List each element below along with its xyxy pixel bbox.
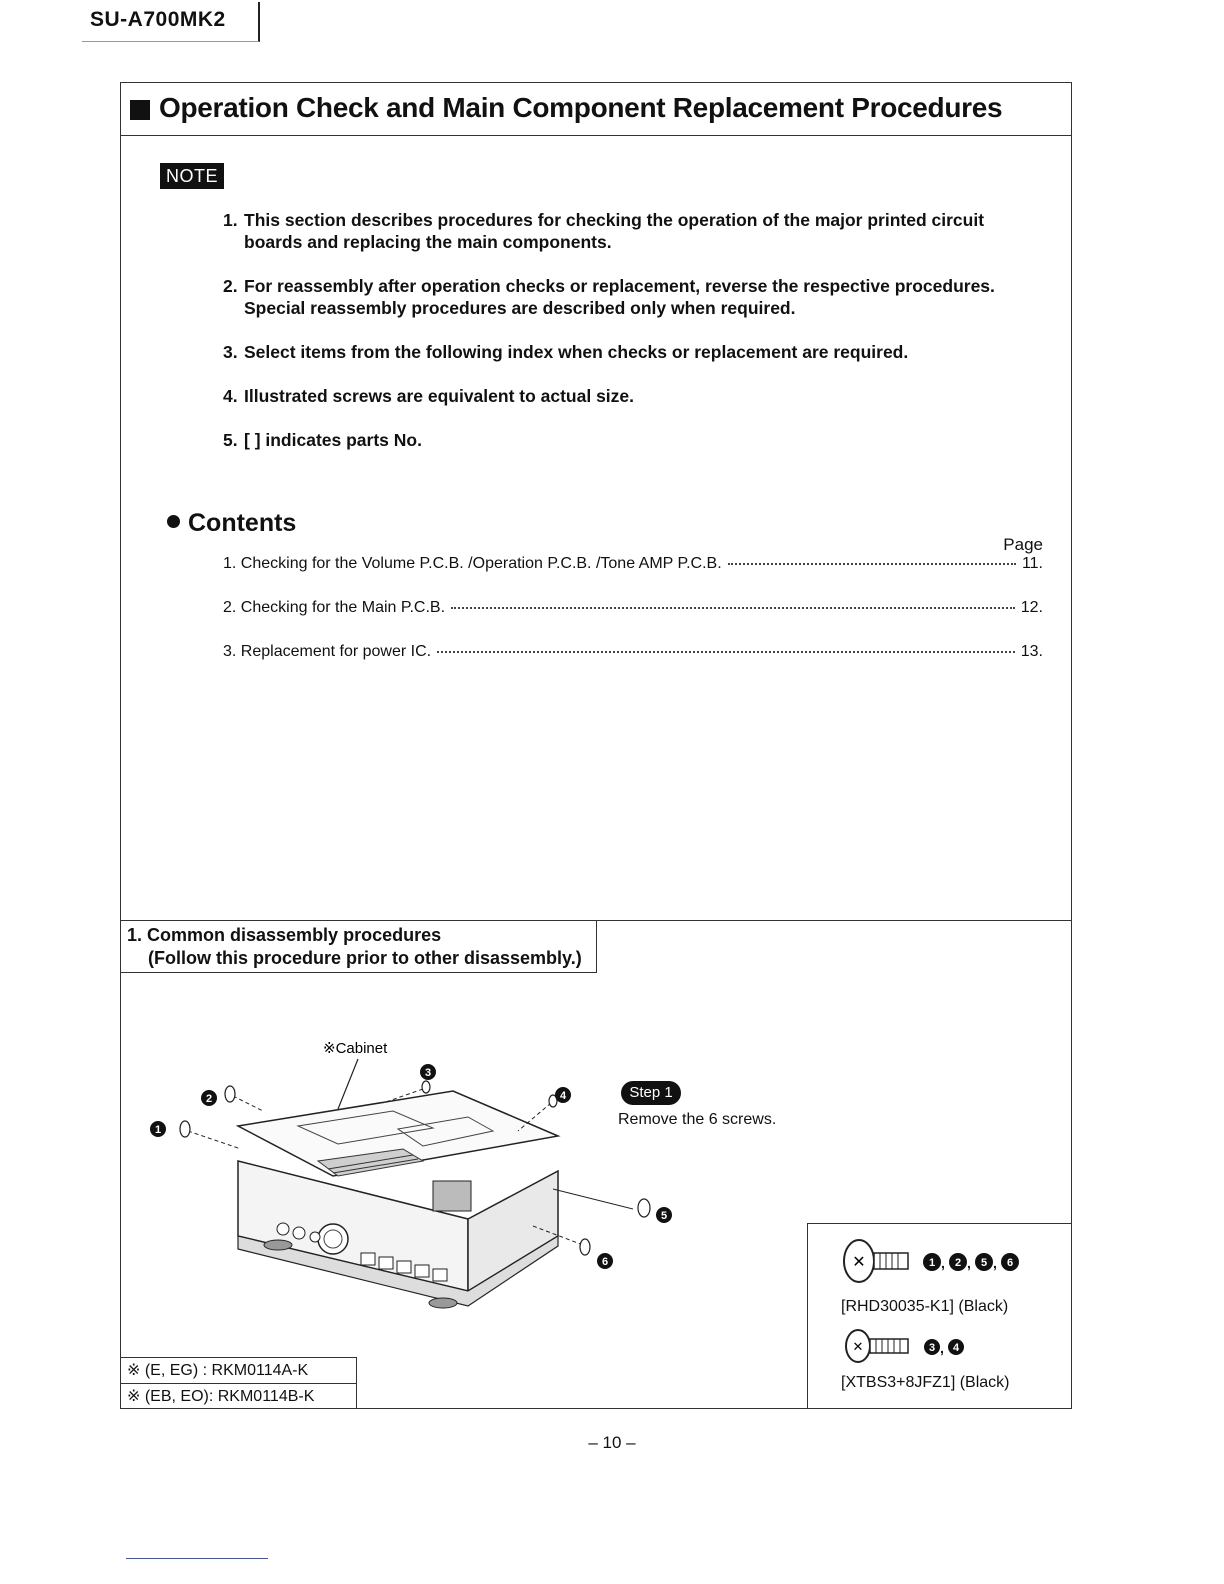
- dot-leader: [437, 651, 1015, 653]
- model-header: [82, 2, 260, 42]
- contents-list: [223, 555, 1043, 687]
- small-knob: [310, 1232, 320, 1242]
- svg-text:,: ,: [967, 1255, 971, 1271]
- screw-xtbs-icon: [844, 1326, 1044, 1366]
- svg-text:,: ,: [993, 1255, 997, 1271]
- svg-text:4: 4: [559, 1090, 567, 1102]
- svg-text:4: 4: [952, 1342, 960, 1354]
- note-list: [223, 209, 1043, 473]
- note-item: 1. This section describes procedures for checking the operation of the major printed circuit boards and replacing the main components.: [223, 210, 985, 252]
- cabinet-label: ※Cabinet: [323, 1040, 388, 1057]
- screw-part-number: [XTBS3+8JFZ1] (Black): [841, 1374, 1010, 1391]
- section-title: 1. Common disassembly procedures: [127, 925, 442, 945]
- contents-heading: Contents: [167, 509, 296, 538]
- svg-text:1: 1: [928, 1257, 936, 1269]
- svg-text:6: 6: [1006, 1257, 1014, 1269]
- page-column-label: Page: [1003, 535, 1043, 554]
- screw-part-number: [RHD30035-K1] (Black): [841, 1298, 1009, 1315]
- note-badge: NOTE: [160, 163, 224, 189]
- screw-icon: [638, 1199, 650, 1217]
- svg-text:3: 3: [424, 1067, 432, 1079]
- variant-row: ※ (E, EG) : RKM0114A-K: [121, 1358, 356, 1384]
- svg-text:2: 2: [205, 1093, 213, 1105]
- note-item: 2. For reassembly after operation checks or replacement, reverse the respective procedures. Special reassembly procedures are described only when required.: [223, 276, 995, 318]
- svg-text:2: 2: [954, 1257, 962, 1269]
- toc-entry[interactable]: 1. Checking for the Volume P.C.B. /Operation P.C.B. /Tone AMP P.C.B. 11.: [223, 555, 1043, 572]
- svg-text:✕: ✕: [852, 1339, 864, 1354]
- small-knob: [293, 1227, 305, 1239]
- square-bullet-icon: [130, 100, 150, 120]
- step-badge: Step 1: [621, 1081, 681, 1105]
- transformer: [433, 1181, 471, 1211]
- svg-text:,: ,: [940, 1340, 944, 1356]
- svg-text:5: 5: [660, 1210, 668, 1222]
- variant-row: ※ (EB, EO): RKM0114B-K: [127, 1388, 315, 1405]
- small-knob: [277, 1223, 289, 1235]
- screw-legend: [807, 1223, 1072, 1409]
- volume-knob: [318, 1224, 348, 1254]
- note-item: 4. Illustrated screws are equivalent to actual size.: [223, 386, 635, 406]
- procedures-frame: [120, 82, 1072, 922]
- section-heading-box: [121, 921, 597, 973]
- note-item: 5. [ ] indicates parts No.: [223, 430, 422, 450]
- note-item: 3. Select items from the following index when checks or replacement are required.: [223, 342, 909, 362]
- svg-text:,: ,: [941, 1255, 945, 1271]
- variant-table: [121, 1357, 357, 1409]
- page-number: – 10 –: [588, 1433, 636, 1452]
- foot: [429, 1298, 457, 1308]
- svg-text:3: 3: [928, 1342, 936, 1354]
- bullet-icon: [167, 515, 180, 528]
- title-bar: [121, 83, 1071, 136]
- svg-text:1: 1: [154, 1124, 162, 1136]
- model-number: SU-A700MK2: [90, 8, 226, 31]
- cabinet-leader: [338, 1059, 358, 1109]
- disassembly-frame: [120, 920, 1072, 1409]
- toc-entry[interactable]: 2. Checking for the Main P.C.B. 12.: [223, 599, 1043, 616]
- dot-leader: [451, 607, 1015, 609]
- step-instruction: Remove the 6 screws.: [618, 1111, 777, 1128]
- amplifier-diagram: [133, 1031, 633, 1351]
- svg-text:5: 5: [980, 1257, 988, 1269]
- screw-5-detail: [626, 1191, 686, 1231]
- toc-entry[interactable]: 3. Replacement for power IC. 13.: [223, 643, 1043, 660]
- svg-text:✕: ✕: [852, 1254, 866, 1271]
- screw-rhd-icon: [842, 1236, 1042, 1286]
- section-subtitle: (Follow this procedure prior to other disassembly.): [148, 948, 582, 968]
- footer-rule: [126, 1558, 268, 1559]
- svg-text:6: 6: [601, 1256, 609, 1268]
- dot-leader: [728, 563, 1016, 565]
- page-title: Operation Check and Main Component Replacement Procedures: [159, 92, 1003, 123]
- foot: [264, 1240, 292, 1250]
